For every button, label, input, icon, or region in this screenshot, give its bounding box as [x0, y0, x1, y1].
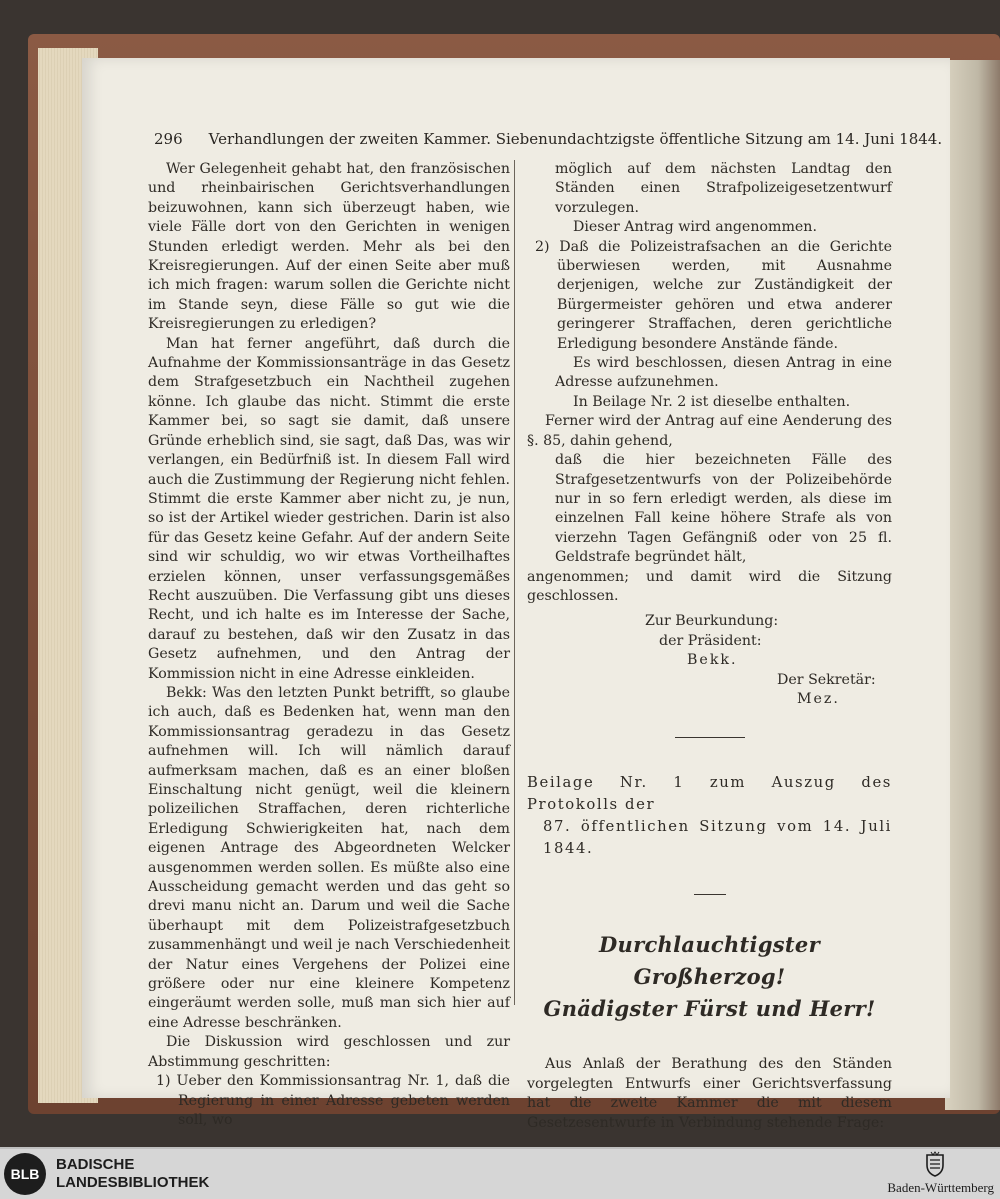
running-head [154, 130, 943, 148]
state-name[interactable]: Baden-Württemberg [887, 1180, 994, 1195]
left-column [148, 160, 510, 1130]
numbered-item-1: 1) Ueber den Kommissionsantrag Nr. 1, daß die Regierung in einer Adresse gebeten werden soll, wo [156, 1073, 510, 1128]
viewer-footer [0, 1147, 1000, 1199]
running-title: Verhandlungen der zweiten Kammer. Siebenundachtzigste öffentliche Sitzung am 14. Juni 1844. [208, 130, 943, 148]
coat-of-arms-icon [924, 1151, 946, 1177]
blb-logo-icon[interactable]: BLB [4, 1153, 46, 1195]
book-page [82, 58, 950, 1131]
numbered-item-2: 2) Daß die Polizeistrafsachen an die Gerichte überwiesen werden, mit Ausnahme derjenigen, welche zur Zuständigkeit der Bürgermeister gehören und etwa anderer geringerer Straffachen, deren gerichtliche Erledigung besondere Anstände fände. [535, 238, 892, 352]
paragraph: Ferner wird der Antrag auf eine Aenderung des §. 85, dahin gehend, [527, 413, 892, 449]
salutation-line: Gnädigster Fürst und Herr! [543, 996, 876, 1022]
facing-page-edge [945, 60, 1000, 1110]
column-divider [514, 160, 515, 1005]
paragraph: Man hat ferner angeführt, daß durch die Aufnahme der Kommissionsanträge in das Gesetz dem Strafgesetzbuch ein Nachtheil zugehen könne. Ich glaube das nicht. Stimmt die erste Kammer bei, so sagt sie damit, daß unsere Gründe erheblich sind, sie sagt, daß Das, was wir verlangen, ein Bedürfniß ist. In diesem Fall wird auch die Zustimmung der Regierung nicht fehlen. Stimmt die erste Kammer aber nicht zu, je nun, so ist der Artikel wieder gestrichen. Darin ist also für das Gesetz keine Gefahr. Auf der andern Seite sind wir schuldig, wo wir etwas Vortheilhaftes erzielen können, unser verfassungsgemäßes Recht auszuüben. Die Verfassung gibt uns dieses Recht, und ich halte es im Interesse der Sache, darauf zu bestehen, daß wir den Zusatz in das Gesetz aufnehmen, und den Antrag der Kommission nicht in eine Adresse einkleiden. [148, 335, 510, 682]
library-name-line: LANDESBIBLIOTHEK [56, 1174, 210, 1191]
section-rule [675, 737, 745, 738]
salutation [527, 929, 892, 1025]
right-column [527, 160, 892, 1133]
signature-secretary-name: Mez. [797, 690, 840, 707]
appendix-heading [527, 772, 892, 860]
appendix-heading-line: Beilage Nr. 1 zum Auszug des Protokolls der [527, 774, 892, 814]
library-name[interactable] [56, 1156, 209, 1192]
paragraph: Wer Gelegenheit gehabt hat, den französischen und rheinbairischen Gerichtsverhandlungen beizuwohnen, kann sich überzeugt haben, wie viele Fälle dort von den Gerichten in wenigen Stunden erledigt werden. Mehr als bei den Kreisregierungen. Auf der einen Seite aber muß ich mich fragen: warum sollen die Gerichte nicht im Stande seyn, diese Fälle so gut wie die Kreisregierungen zu erledigen? [148, 161, 510, 333]
page-number: 296 [154, 130, 183, 148]
section-rule [694, 894, 726, 895]
item-1-continuation: möglich auf dem nächsten Landtag den Ständen einen Strafpolizeigesetzentwurf vorzulegen. [555, 161, 892, 216]
quoted-amendment: daß die hier bezeichneten Fälle des Strafgesetzentwurfs von der Polizeibehörde nur in so fern erledigt werden, als diese im einzelnen Fall keine höhere Strafe als von vierzehn Tagen Gefängniß oder von 25 fl. Geldstrafe begründet hält, [555, 452, 892, 566]
signature-president-label: der Präsident: [659, 632, 762, 649]
paragraph-bekk-speech: Bekk: Was den letzten Punkt betrifft, so glaube ich auch, daß es Bedenken hat, wenn man den Kommissionsantrag geradezu in das Gesetz aufnehmen will. Ich will nämlich darauf aufmerksam machen, daß es an einer bloßen Einschaltung nicht genügt, weil die kleinern polizeilichen Straffachen, deren richterliche Erledigung Schwierigkeiten hat, nach dem eigenen Antrage des Abgeordneten Welcker ausgenommen werden sollen. Es müßte also eine Ausscheidung gemacht werden und das geht so drevi manu nicht an. Darum und weil die Sache überhaupt mit dem Polizeistrafgesetzbuch zusammenhängt und weil je nach Verschiedenheit der Natur eines Vergehens der Polizei eine größere oder nur eine kleinere Kompetenz eingeräumt werden solle, muß man sich hier auf eine Adresse beschränken. [148, 684, 510, 1031]
paragraph: Es wird beschlossen, diesen Antrag in eine Adresse aufzunehmen. [555, 355, 892, 391]
signature-block [527, 612, 892, 709]
signature-president-name: Bekk. [687, 652, 738, 669]
paragraph: Aus Anlaß der Berathung des den Ständen vorgelegten Entwurfs einer Gerichtsverfassung hat die zweite Kammer die mit diesem Gesetzesentwurfe in Verbindung stehende Frage: [527, 1056, 892, 1131]
appendix-heading-line: 87. öffentlichen Sitzung vom 14. Juli 1844. [543, 818, 892, 858]
signature-secretary-label: Der Sekretär: [777, 671, 876, 688]
paragraph: In Beilage Nr. 2 ist dieselbe enthalten. [573, 393, 851, 410]
signature-attestation: Zur Beurkundung: [645, 613, 779, 630]
paragraph: Dieser Antrag wird angenommen. [573, 219, 817, 236]
salutation-line: Durchlauchtigster Großherzog! [599, 932, 820, 990]
paragraph: angenommen; und damit wird die Sitzung geschlossen. [527, 568, 892, 604]
library-name-line: BADISCHE [56, 1156, 135, 1173]
paragraph: Die Diskussion wird geschlossen und zur Abstimmung geschritten: [148, 1034, 510, 1070]
